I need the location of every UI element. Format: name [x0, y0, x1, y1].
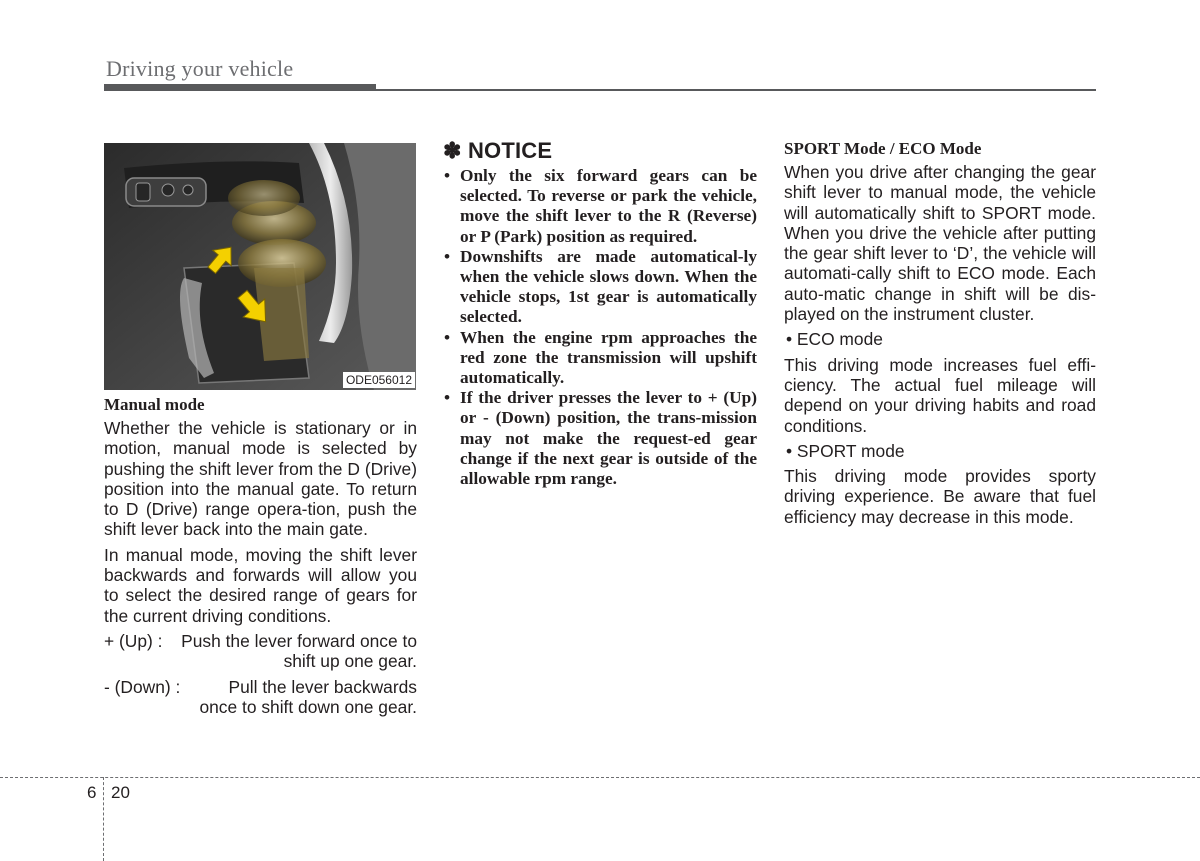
shift-down-description: Pull the lever backwards once to shift down one gear.	[199, 676, 417, 717]
shift-lever-illustration	[104, 143, 416, 390]
shift-up-description: Push the lever forward once to shift up one gear.	[181, 630, 417, 672]
notice-item: • Downshifts are made automatical-ly when the vehicle slows down. When the vehicle stops, 1st gear is automatically selected.	[444, 246, 757, 327]
section-number: 6	[87, 783, 97, 802]
shift-down-term: - (Down) :	[104, 676, 181, 697]
shift-up-term: + (Up) :	[104, 630, 163, 651]
footer-divider	[103, 777, 104, 861]
eco-mode-bullet: • ECO mode	[786, 329, 883, 350]
manual-mode-paragraph-1: Whether the vehicle is stationary or in motion, manual mode is selected by pushing the shift lever from the D (Drive) position into the manual gate. To return to D (Drive) range opera-tion, push the shift lever back into the main gate.	[104, 418, 417, 540]
notice-item: • When the engine rpm approaches the red zone the transmission will upshift automatically.	[444, 327, 757, 388]
notice-list	[443, 166, 757, 489]
sport-mode-text: This driving mode provides sporty driving experience. Be aware that fuel efficiency may decrease in this mode.	[784, 466, 1096, 527]
notice-section	[443, 138, 757, 489]
sport-eco-heading: SPORT Mode / ECO Mode	[784, 139, 982, 158]
notice-item: • Only the six forward gears can be selected. To reverse or park the vehicle, move the shift lever to the R (Reverse) or P (Park) position as required.	[444, 166, 757, 246]
notice-title: ✽ NOTICE	[443, 138, 553, 163]
shift-lever-photo	[104, 143, 416, 390]
notice-item: • If the driver presses the lever to + (Up) or - (Down) position, the trans-mission may not make the request-ed gear change if the next gear is outside of the allowable rpm range.	[444, 388, 757, 489]
page-number: 20	[111, 783, 130, 802]
shift-up-definition	[104, 631, 417, 672]
shift-down-definition	[104, 677, 417, 718]
manual-mode-paragraph-2: In manual mode, moving the shift lever backwards and forwards will allow you to select the desired range of gears for the current driving conditions.	[104, 544, 417, 626]
sport-eco-paragraph: When you drive after changing the gear shift lever to manual mode, the vehicle will automatically shift to SPORT mode. When you drive the vehicle after putting the gear shift lever to ‘D’, the vehicle will automati-cally shift to ECO mode. Each auto-matic change in shift will be dis-played on the instrument cluster.	[784, 162, 1096, 325]
footer-rule	[0, 777, 1200, 778]
figure-code: ODE056012	[343, 372, 415, 388]
page-header-title: Driving your vehicle	[106, 56, 294, 81]
sport-mode-bullet: • SPORT mode	[786, 440, 905, 461]
manual-mode-section	[104, 395, 417, 722]
sport-eco-section	[784, 139, 1096, 532]
eco-mode-text: This driving mode increases fuel effi-ciency. The actual fuel mileage will depend on your driving habits and road conditions.	[784, 354, 1096, 436]
header-rule-accent	[104, 84, 376, 91]
manual-mode-heading: Manual mode	[104, 395, 205, 414]
